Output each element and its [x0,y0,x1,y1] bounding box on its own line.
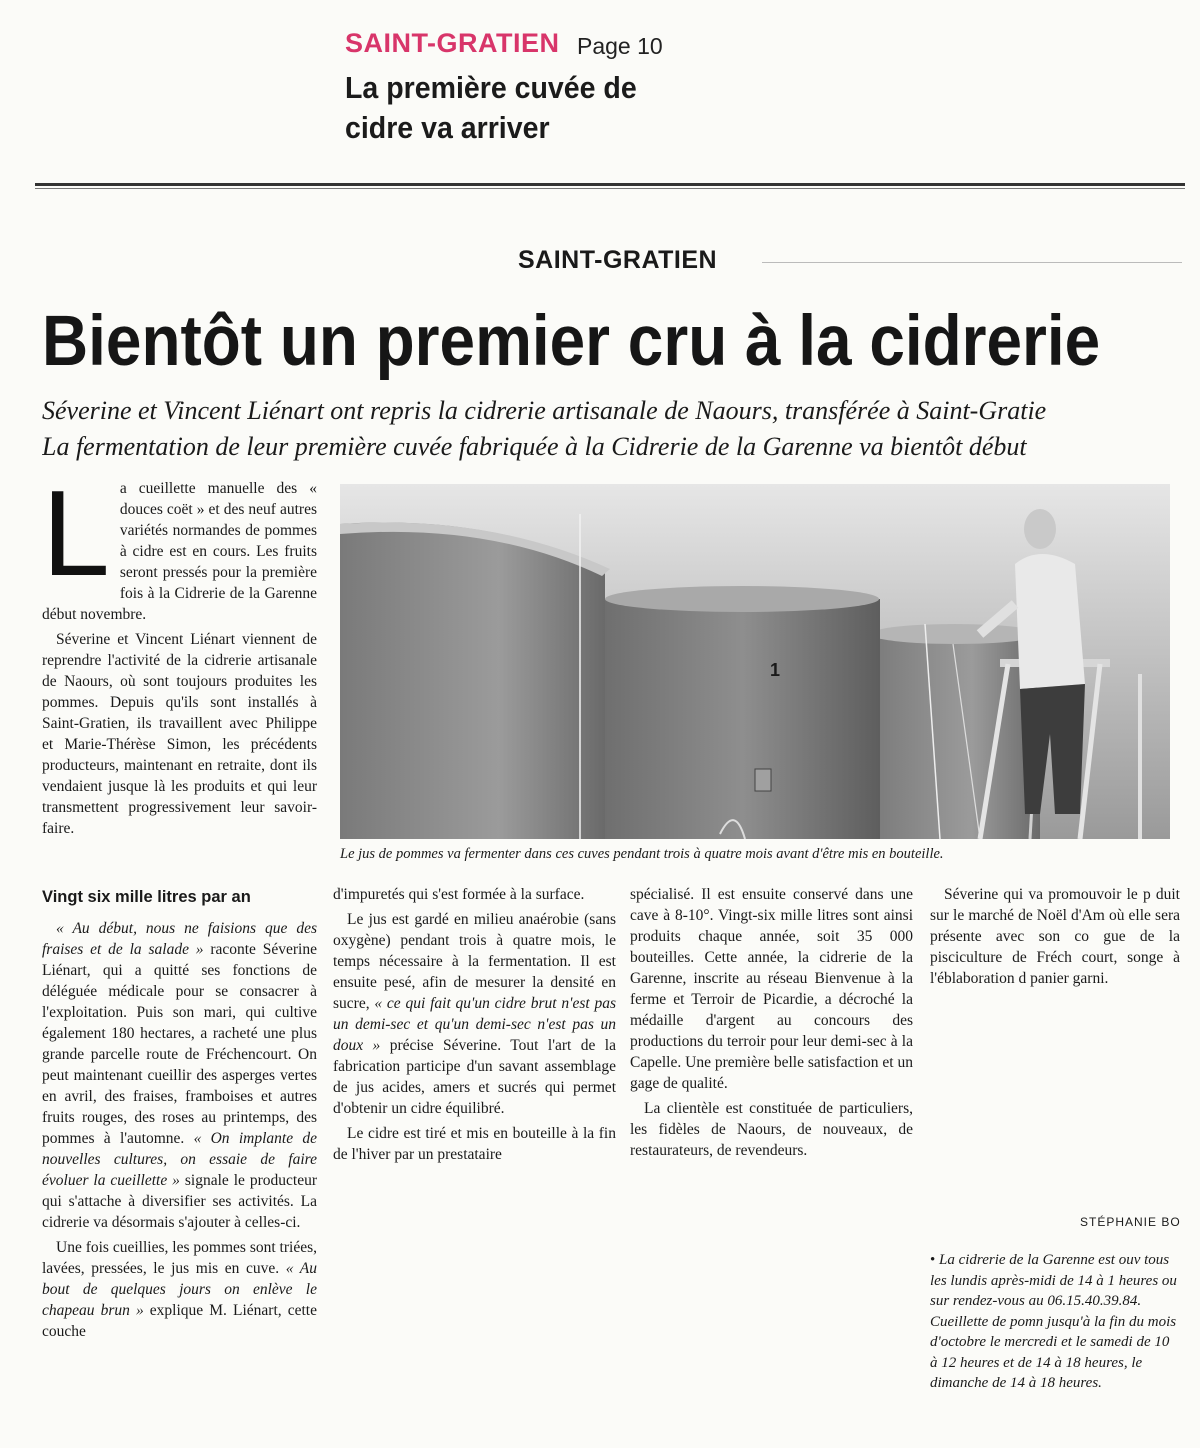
section-label: SAINT-GRATIEN [345,28,560,58]
column-1-paragraph-1: « Au début, nous ne faisions que des fraises et de la salade » raconte Séverine Liénart, qui a quitté ses fonctions de déléguée médicale pour se consacrer à l'exploitation. Puis son mari, qui cultive également 180 hectares, a racheté une plus grande parcelle route de Fréchencourt. On peut maintenant cueillir des asperges vertes en avril, des fraises, framboises et autres fruits rouges, des roses au printemps, des pommes à l'automne. « On implante de nouvelles cultures, on essaie de faire évoluer la cueillette » signale le producteur qui s'attache à diversifier ses activités. La cidrerie va désormais s'ajouter à celles-ci. [42,920,317,1231]
page-number: Page 10 [577,33,663,59]
column-3-paragraph-1: spécialisé. Il est ensuite conservé dans une cave à 8-10°. Vingt-six mille litres sont ainsi produits chaque année, soit 35 000 bouteilles. Cette année, la cidrerie de la Garenne, inscrite au réseau Bienvenue à la ferme et Terroir de Picardie, a décroché la médaille d'argent au concours des productions du terroir pour leur demi-sec à la Capelle. Une première belle satisfaction et un gage de qualité. [630,886,913,1092]
article-headline: Bientôt un premier cru à la cidrerie [42,302,1101,381]
clipping-title: La première cuvée de cidre va arriver [345,70,637,145]
practical-info-box [930,1250,1180,1394]
column-4 [930,884,1180,993]
column-3 [630,884,913,1165]
column-2 [333,884,616,1169]
masthead-remnant [300,170,720,184]
column-2-paragraph-2: Le jus est gardé en milieu anaérobie (sans oxygène) pendant trois à quatre mois, le temps nécessaire à la fermentation. Il est ensuite pesé, afin de mesurer la densité en sucre, « ce qui fait qu'un cidre brut n'est pas un demi-sec et qu'un demi-sec n'est pas un doux » précise Séverine. Tout l'art de la fabrication participe d'un savant assemblage de jus acides, amers et sucrés qui permet d'obtenir un cidre équilibré. [333,911,616,1117]
article-photo [340,484,1170,839]
lead-paragraph-2: Séverine et Vincent Liénart viennent de reprendre l'activité de la cidrerie artisanale de Naours, où sont toujours produites les pommes. Depuis qu'ils sont installés à Saint-Gratien, ils travaillent avec Philippe et Marie-Thérèse Simon, les précédents producteurs, maintenant en retraite, dont ils vendaient jusque là les produits et qui leur transmettent progressivement leur savoir-faire. [42,631,317,837]
column-2-paragraph-1: d'impuretés qui s'est formée à la surface. [333,886,585,903]
info-bullet: • [930,1252,936,1268]
cider-tanks-photo [340,484,1170,839]
header-rule [35,183,1185,186]
kicker-rule [762,262,1182,263]
column-1-paragraph-2: Une fois cueillies, les pommes sont triées, lavées, pressées, le jus mis en cuve. « Au bout de quelques jours on enlève le chapeau brun » explique M. Liénart, cette couche [42,1239,317,1340]
tank-number-label: 1 [770,660,781,680]
drop-cap: L [42,465,110,601]
standfirst-line-2: La fermentation de leur première cuvée fabriquée à la Cidrerie de la Garenne va bientôt début [42,432,1027,461]
author-signature: STÉPHANIE BO [1080,1215,1181,1229]
column-2-paragraph-3: Le cidre est tiré et mis en bouteille à la fin de l'hiver par un prestataire [333,1125,616,1163]
header-rule-thin [35,188,1185,189]
article-kicker: SAINT-GRATIEN [518,246,718,274]
column-3-paragraph-2: La clientèle est constituée de particuliers, les fidèles de Naours, de nouveaux, de restaurateurs, de revendeurs. [630,1100,913,1159]
info-text: La cidrerie de la Garenne est ouv tous les lundis après-midi de 14 à 1 heures ou sur rendez-vous au 06.15.40.39.84. Cueillette de pomn jusqu'à la fin du mois d'octobre le mercredi et le samedi de 10 à 12 heures et de 14 à 18 heures, le dimanche de 14 à 18 heures. [930,1252,1177,1391]
article-standfirst [42,393,1192,465]
column-4-paragraph-1: Séverine qui va promouvoir le p duit sur le marché de Noël d'Am où elle sera présente avec son co gue de la pisciculture de Fréch court, songe à l'éblaboration d panier garni. [930,886,1180,987]
photo-caption: Le jus de pommes va fermenter dans ces cuves pendant trois à quatre mois avant d'être mis en bouteille. [340,846,944,862]
lead-column [42,465,317,843]
standfirst-line-1: Séverine et Vincent Liénart ont repris la cidrerie artisanale de Naours, transférée à Saint-Gratie [42,396,1047,425]
article-subhead: Vingt six mille litres par an [42,888,251,906]
lead-paragraph-1: a cueillette manuelle des « douces coët » et des neuf autres variétés normandes de pommes à cidre est en cours. Les fruits seront pressés pour la première fois à la Cidrerie de la Garenne début novembre. [42,480,317,623]
column-1-body [42,918,317,1346]
